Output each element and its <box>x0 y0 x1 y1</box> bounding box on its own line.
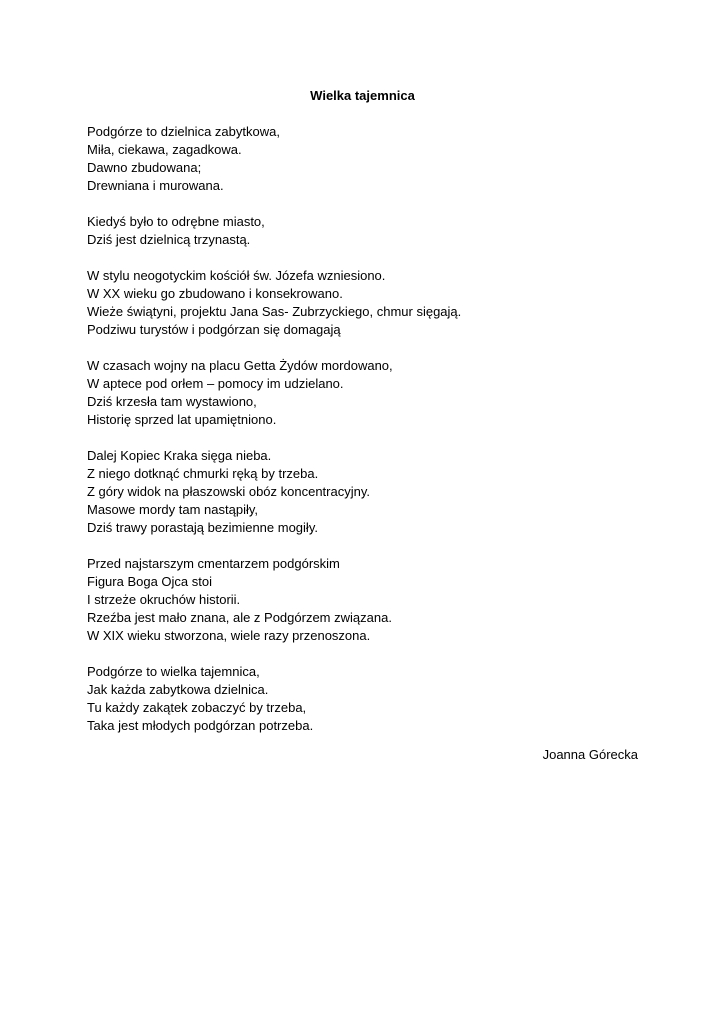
poem-line: W aptece pod orłem – pomocy im udzielano. <box>87 376 344 391</box>
poem-line: Z góry widok na płaszowski obóz koncentracyjny. <box>87 484 370 499</box>
poem-line: Podziwu turystów i podgórzan się domagają <box>87 322 341 337</box>
poem-line: Podgórze to wielka tajemnica, <box>87 664 260 679</box>
poem-line: Kiedyś było to odrębne miasto, <box>87 214 265 229</box>
poem-line: Dziś krzesła tam wystawiono, <box>87 394 257 409</box>
stanza-6 <box>87 555 647 645</box>
stanza-5 <box>87 447 647 537</box>
poem-line: Jak każda zabytkowa dzielnica. <box>87 682 269 697</box>
poem-author: Joanna Górecka <box>542 747 638 762</box>
poem-line: W czasach wojny na placu Getta Żydów mordowano, <box>87 358 393 373</box>
stanza-2 <box>87 213 647 249</box>
stanza-3 <box>87 267 647 339</box>
poem-line: Przed najstarszym cmentarzem podgórskim <box>87 556 340 571</box>
poem-title: Wielka tajemnica <box>310 88 415 103</box>
poem-line: Masowe mordy tam nastąpiły, <box>87 502 258 517</box>
stanza-4 <box>87 357 647 429</box>
poem-line: Miła, ciekawa, zagadkowa. <box>87 142 242 157</box>
poem-line: Drewniana i murowana. <box>87 178 224 193</box>
poem-line: Wieże świątyni, projektu Jana Sas- Zubrzyckiego, chmur sięgają. <box>87 304 462 319</box>
poem-line: W XX wieku go zbudowano i konsekrowano. <box>87 286 343 301</box>
poem-line: Tu każdy zakątek zobaczyć by trzeba, <box>87 700 307 715</box>
poem-line: Dziś jest dzielnicą trzynastą. <box>87 232 251 247</box>
poem-line: Rzeźba jest mało znana, ale z Podgórzem związana. <box>87 610 392 625</box>
poem-line: Dziś trawy porastają bezimienne mogiły. <box>87 520 318 535</box>
poem-line: Podgórze to dzielnica zabytkowa, <box>87 124 280 139</box>
poem-line: Figura Boga Ojca stoi <box>87 574 213 589</box>
poem-line: Z niego dotknąć chmurki ręką by trzeba. <box>87 466 319 481</box>
poem-line: Dalej Kopiec Kraka sięga nieba. <box>87 448 272 463</box>
poem-line: I strzeże okruchów historii. <box>87 592 241 607</box>
poem-line: Taka jest młodych podgórzan potrzeba. <box>87 718 314 733</box>
stanza-7 <box>87 663 647 735</box>
poem-line: W stylu neogotyckim kościół św. Józefa wzniesiono. <box>87 268 386 283</box>
poem-line: W XIX wieku stworzona, wiele razy przenoszona. <box>87 628 371 643</box>
poem-body <box>87 123 647 753</box>
poem-line: Historię sprzed lat upamiętniono. <box>87 412 277 427</box>
stanza-1 <box>87 123 647 195</box>
poem-line: Dawno zbudowana; <box>87 160 202 175</box>
